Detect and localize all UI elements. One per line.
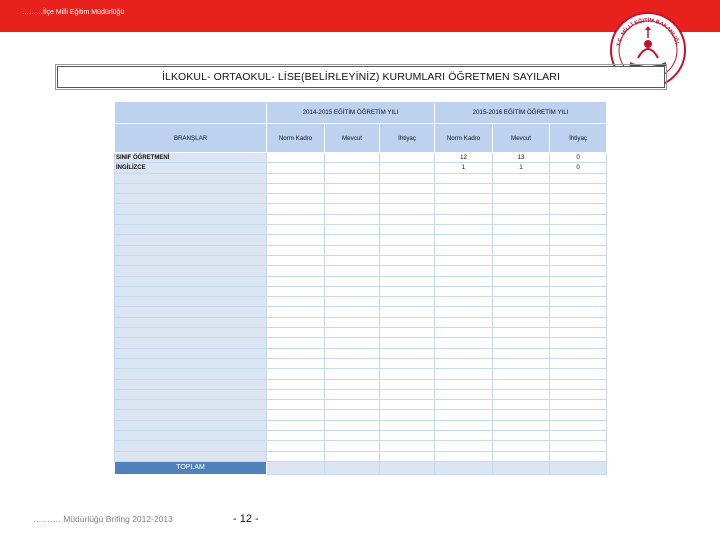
table-cell (435, 461, 493, 474)
table-cell (115, 369, 267, 379)
table-cell (493, 369, 550, 379)
table-cell (435, 348, 493, 358)
table-cell (380, 317, 435, 327)
table-cell (550, 348, 607, 358)
table-cell (267, 173, 325, 183)
table-cell: 1 (435, 163, 493, 173)
year1-header: 2014-2015 EĞİTİM ÖĞRETİM YILI (267, 102, 435, 124)
table-cell (550, 431, 607, 441)
table-row (115, 204, 607, 214)
table-cell (435, 358, 493, 368)
table-cell (325, 358, 380, 368)
table-cell (550, 441, 607, 451)
table-cell (115, 317, 267, 327)
teacher-count-table (114, 101, 606, 511)
table-cell (115, 266, 267, 276)
sub-header: İhtiyaç (380, 124, 435, 153)
table-cell (550, 317, 607, 327)
table-row (115, 173, 607, 183)
total-label: TOPLAM (115, 461, 267, 474)
table-row (115, 451, 607, 461)
total-row (115, 461, 607, 474)
table-cell (435, 183, 493, 193)
sub-header: Mevcut (493, 124, 550, 153)
table-cell (550, 369, 607, 379)
table-row (115, 255, 607, 265)
table-cell (115, 194, 267, 204)
table-cell (380, 286, 435, 296)
table-cell (325, 266, 380, 276)
table-cell (325, 173, 380, 183)
table-cell (115, 225, 267, 235)
table-cell (380, 410, 435, 420)
table-cell (493, 389, 550, 399)
table-cell (115, 183, 267, 193)
table-cell (115, 431, 267, 441)
table-cell (380, 328, 435, 338)
table-cell (550, 358, 607, 368)
table-cell (115, 420, 267, 430)
table-cell (267, 183, 325, 193)
table-cell (493, 266, 550, 276)
table-cell (550, 307, 607, 317)
table-cell (550, 420, 607, 430)
table-cell (325, 461, 380, 474)
table-cell (115, 379, 267, 389)
table-cell (435, 276, 493, 286)
table-cell (435, 286, 493, 296)
table-cell (435, 379, 493, 389)
table-cell (435, 389, 493, 399)
table-cell (380, 235, 435, 245)
table-cell (380, 194, 435, 204)
table-cell (550, 204, 607, 214)
table-cell (493, 358, 550, 368)
table-cell (493, 400, 550, 410)
table-cell (380, 369, 435, 379)
table-cell (115, 276, 267, 286)
table-cell (435, 204, 493, 214)
table-cell (115, 245, 267, 255)
table-cell (493, 461, 550, 474)
table-cell (435, 194, 493, 204)
table-cell (493, 245, 550, 255)
table-cell (550, 235, 607, 245)
table-cell (325, 163, 380, 173)
table-cell (493, 441, 550, 451)
table-cell (115, 286, 267, 296)
table-cell (115, 410, 267, 420)
table-cell (550, 379, 607, 389)
table-cell (550, 400, 607, 410)
table-cell (380, 266, 435, 276)
table-cell (380, 297, 435, 307)
table-cell (267, 255, 325, 265)
table-cell (550, 338, 607, 348)
table-cell (267, 338, 325, 348)
table-cell (550, 410, 607, 420)
table-cell (380, 183, 435, 193)
table-row (115, 183, 607, 193)
table-cell (493, 307, 550, 317)
table-cell (493, 183, 550, 193)
table-cell (493, 204, 550, 214)
table-cell (380, 431, 435, 441)
table-row (115, 420, 607, 430)
table-cell (325, 338, 380, 348)
table-cell (115, 255, 267, 265)
table-cell (435, 420, 493, 430)
table-row (115, 153, 607, 163)
table-cell (325, 410, 380, 420)
table-cell (267, 441, 325, 451)
table-row (115, 266, 607, 276)
table-cell (325, 307, 380, 317)
table-cell (267, 410, 325, 420)
branch-header: BRANŞLAR (115, 124, 267, 153)
table-cell (435, 235, 493, 245)
table-cell (325, 389, 380, 399)
table-cell (267, 431, 325, 441)
table-cell (493, 348, 550, 358)
table-cell (493, 410, 550, 420)
sub-header: Mevcut (325, 124, 380, 153)
table-cell (435, 410, 493, 420)
table-cell (435, 266, 493, 276)
table-cell (493, 214, 550, 224)
table-cell (493, 194, 550, 204)
table-cell (115, 214, 267, 224)
table-row (115, 410, 607, 420)
table-cell (325, 348, 380, 358)
table-cell (267, 194, 325, 204)
table-cell (325, 328, 380, 338)
branch-name: SINIF ÖĞRETMENİ (115, 153, 267, 163)
sub-header: Norm Kadro (267, 124, 325, 153)
table-cell (267, 266, 325, 276)
table-cell (493, 328, 550, 338)
table-cell (493, 338, 550, 348)
table-cell (435, 338, 493, 348)
table-cell (325, 204, 380, 214)
page-title: İLKOKUL- ORTAOKUL- LİSE(BELİRLEYİNİZ) KURUMLARI ÖĞRETMEN SAYILARI (161, 71, 560, 83)
table-row (115, 163, 607, 173)
table-cell (493, 235, 550, 245)
table-row (115, 358, 607, 368)
table-cell (267, 461, 325, 474)
table-cell (325, 317, 380, 327)
table-row (115, 286, 607, 296)
table-row (115, 317, 607, 327)
footer-text: ………. Müdürlüğü Brifing 2012-2013 (33, 514, 173, 524)
table-cell (435, 307, 493, 317)
table-cell (380, 173, 435, 183)
table-cell (380, 204, 435, 214)
table-cell (325, 225, 380, 235)
table-cell (325, 400, 380, 410)
table-cell (550, 286, 607, 296)
table-cell: 0 (550, 163, 607, 173)
table-cell (380, 163, 435, 173)
table-cell (550, 225, 607, 235)
table-cell (493, 255, 550, 265)
sub-header: İhtiyaç (550, 124, 607, 153)
table-cell (267, 389, 325, 399)
table-cell (550, 245, 607, 255)
table-cell (550, 389, 607, 399)
table-cell (267, 307, 325, 317)
table-cell (435, 245, 493, 255)
table-cell (435, 451, 493, 461)
table-cell (267, 400, 325, 410)
table-cell (267, 358, 325, 368)
table-cell (325, 441, 380, 451)
table-cell (493, 451, 550, 461)
table-row (115, 441, 607, 451)
table-cell (325, 183, 380, 193)
table-cell (550, 328, 607, 338)
table-cell (115, 204, 267, 214)
table-cell (267, 204, 325, 214)
table-cell (380, 451, 435, 461)
table-cell (550, 183, 607, 193)
table-cell (267, 451, 325, 461)
table-cell: 13 (493, 153, 550, 163)
table-cell (435, 441, 493, 451)
table-cell (267, 297, 325, 307)
table-cell (380, 441, 435, 451)
table-cell (115, 173, 267, 183)
table-cell (115, 307, 267, 317)
table-cell (325, 245, 380, 255)
table-cell (325, 420, 380, 430)
table-cell (550, 297, 607, 307)
table-cell (115, 338, 267, 348)
table-cell (493, 173, 550, 183)
table-cell (115, 441, 267, 451)
table-cell (267, 276, 325, 286)
table-cell (380, 276, 435, 286)
table-cell (493, 225, 550, 235)
table-cell (325, 369, 380, 379)
table-cell (435, 225, 493, 235)
table-cell (550, 255, 607, 265)
table-cell (435, 400, 493, 410)
table-cell (380, 379, 435, 389)
table-row (115, 389, 607, 399)
table-row (115, 307, 607, 317)
sub-header: Norm Kadro (435, 124, 493, 153)
table-cell (493, 420, 550, 430)
table-cell (267, 153, 325, 163)
table-cell (325, 297, 380, 307)
table-row (115, 338, 607, 348)
table-cell (493, 297, 550, 307)
table-row (115, 245, 607, 255)
table-cell (267, 286, 325, 296)
table-cell (380, 307, 435, 317)
table-cell (325, 235, 380, 245)
table-cell (493, 317, 550, 327)
table-cell (380, 255, 435, 265)
table-cell (550, 451, 607, 461)
table-cell (115, 400, 267, 410)
table-cell (380, 400, 435, 410)
page-number: - 12 - (233, 513, 259, 525)
table-cell (435, 431, 493, 441)
branch-header-blank (115, 102, 267, 124)
table-cell (493, 286, 550, 296)
table-cell (325, 153, 380, 163)
table-cell (267, 317, 325, 327)
table-row (115, 235, 607, 245)
table-cell (267, 328, 325, 338)
table-row (115, 225, 607, 235)
table-cell (115, 389, 267, 399)
table-cell (493, 276, 550, 286)
table-cell (325, 255, 380, 265)
table-cell (435, 328, 493, 338)
table-cell (550, 194, 607, 204)
table-cell: 12 (435, 153, 493, 163)
table-cell (267, 225, 325, 235)
table-cell (435, 255, 493, 265)
table-cell (325, 194, 380, 204)
table-row (115, 194, 607, 204)
table-cell (550, 173, 607, 183)
table-cell (380, 420, 435, 430)
table-cell (325, 431, 380, 441)
table-cell (115, 297, 267, 307)
table-cell (380, 214, 435, 224)
year2-header: 2015-2016 EĞİTİM ÖĞRETİM YILI (435, 102, 607, 124)
table-cell (380, 225, 435, 235)
table-cell (325, 276, 380, 286)
table-cell: 0 (550, 153, 607, 163)
table-cell (550, 214, 607, 224)
table-cell (380, 461, 435, 474)
table-cell (550, 266, 607, 276)
table-row (115, 276, 607, 286)
table-cell (493, 379, 550, 389)
table-cell (325, 214, 380, 224)
table-row (115, 379, 607, 389)
header-title: ………İlçe Milli Eğitim Müdürlüğü (22, 9, 125, 16)
table-cell (435, 317, 493, 327)
logo-text: T.C. MİLLÎ EĞİTİM BAKANLIĞI (616, 17, 680, 47)
page-title-box (57, 66, 665, 88)
table-cell (435, 214, 493, 224)
table-cell (550, 461, 607, 474)
table-row (115, 328, 607, 338)
table-cell (435, 173, 493, 183)
table-row (115, 431, 607, 441)
table-cell (267, 420, 325, 430)
table-cell (550, 276, 607, 286)
table-cell (325, 451, 380, 461)
table-cell (115, 348, 267, 358)
table-cell (267, 235, 325, 245)
table-cell (435, 369, 493, 379)
table-cell (380, 389, 435, 399)
table-cell (115, 451, 267, 461)
table-row (115, 369, 607, 379)
table-row (115, 214, 607, 224)
table-cell (435, 297, 493, 307)
table-cell (115, 328, 267, 338)
table-row (115, 400, 607, 410)
table-cell (380, 245, 435, 255)
table-cell (380, 358, 435, 368)
table-cell (267, 163, 325, 173)
table-cell (380, 348, 435, 358)
table-row (115, 348, 607, 358)
table-cell (325, 286, 380, 296)
table-cell (115, 358, 267, 368)
table-cell (493, 431, 550, 441)
table-cell (325, 379, 380, 389)
table-cell (115, 235, 267, 245)
table-cell (267, 369, 325, 379)
table-cell (267, 348, 325, 358)
table-cell (267, 245, 325, 255)
table-cell: 1 (493, 163, 550, 173)
table-cell (267, 379, 325, 389)
branch-name: İNGİLİZCE (115, 163, 267, 173)
table-cell (380, 153, 435, 163)
table-cell (267, 214, 325, 224)
table-row (115, 297, 607, 307)
table-cell (380, 338, 435, 348)
